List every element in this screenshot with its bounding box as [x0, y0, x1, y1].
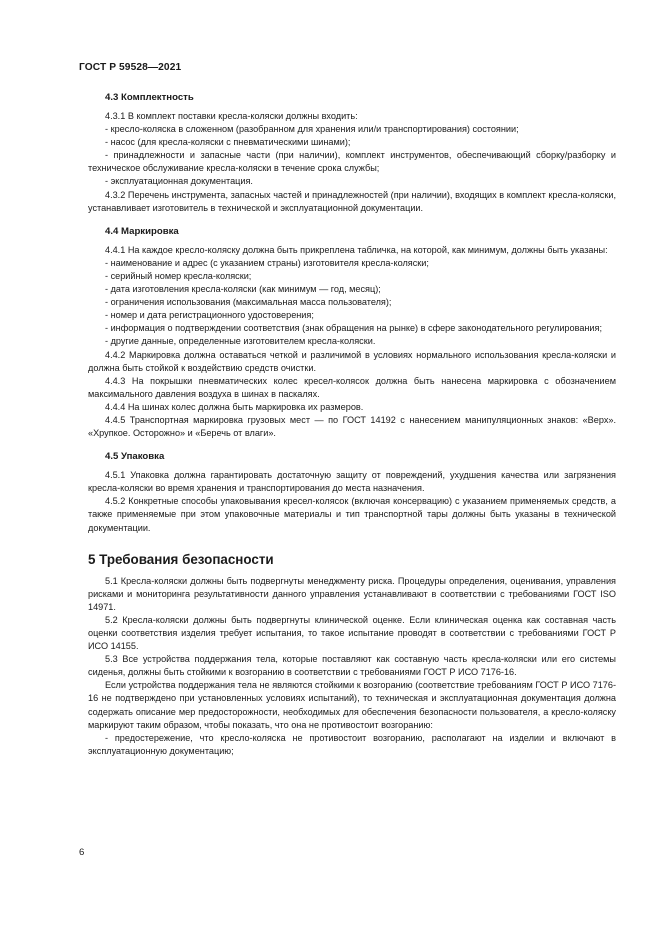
- paragraph: 4.4.2 Маркировка должна оставаться четкой и различимой в условиях нормального использования кресла-коляски и должна быть стойкой к воздействию средств очистки.: [88, 349, 616, 373]
- section-4-3: [88, 91, 616, 215]
- list-item: - другие данные, определенные изготовителем кресла-коляски.: [105, 336, 376, 347]
- paragraph: 4.5.2 Конкретные способы упаковывания кресел-колясок (включая консервацию) с указанием применяемых средств, а также применяемые при этом упаковочные материалы и тип транспортной тары должны быть указаны в технической документации.: [88, 496, 616, 533]
- paragraph: 5.3 Все устройства поддержания тела, которые поставляют как составную часть кресла-коляски или его системы сиденья, должны быть стойкими к возгоранию в соответствии с требованиями ГОСТ Р ИСО 7176-16.: [88, 654, 616, 678]
- list-item: - предостережение, что кресло-коляска не противостоит возгоранию, располагают на изделии и включают в эксплуатационную документацию;: [88, 732, 616, 756]
- list-item: - дата изготовления кресла-коляски (как минимум — год, месяц);: [105, 284, 381, 295]
- paragraph: 5.2 Кресла-коляски должны быть подвергнуты клинической оценке. Если клиническая оценка как составная часть оценки соответствия изделия требует испытания, то такое испытание проводят в соответствии с требованиями ГОСТ Р ИСО 14155.: [88, 614, 616, 652]
- list-item: - номер и дата регистрационного удостоверения;: [105, 310, 314, 321]
- paragraph: 4.4.1 На каждое кресло-коляску должна быть прикреплена табличка, на которой, как минимум, должны быть указаны:: [105, 244, 608, 255]
- paragraph: Если устройства поддержания тела не являются стойкими к возгоранию (соответствие требованиям ГОСТ Р ИСО 7176-16 не подтверждено при установленных условиях испытаний), то техническая и эксплуатационная документация должна содержать описание мер предосторожности, необходимых для обеспечения безопасности пользователя, а кресло-коляску маркируют таким образом, чтобы показать, что она не противостоит возгоранию:: [88, 680, 616, 730]
- paragraph: 4.3.1 В комплект поставки кресла-коляски должны входить:: [105, 111, 358, 121]
- paragraph: 5.1 Кресла-коляски должны быть подвергнуты менеджменту риска. Процедуры определения, оценивания, управления рисками и мониторинга результативности данного управления устанавливают в соответствии с требованиями ГОСТ ISO 14971.: [88, 575, 616, 612]
- section-heading: 4.5 Упаковка: [105, 451, 165, 463]
- section-5: [88, 551, 616, 758]
- paragraph: 4.5.1 Упаковка должна гарантировать достаточную защиту от повреждений, ухудшения качества или загрязнения кресла-коляски во время хранения и транспортирования до места назначения.: [88, 470, 616, 494]
- paragraph: 4.3.2 Перечень инструмента, запасных частей и принадлежностей (при наличии), входящих в комплект кресла-коляски, устанавливает изготовитель в технической и эксплуатационной документации.: [88, 189, 616, 213]
- list-item: - наименование и адрес (с указанием страны) изготовителя кресла-коляски;: [105, 257, 429, 268]
- list-item: - информация о подтверждении соответствия (знак обращения на рынке) в сфере законодательного регулирования;: [105, 323, 603, 334]
- list-item: - ограничения использования (максимальная масса пользователя);: [105, 297, 392, 308]
- page-number: 6: [79, 847, 85, 858]
- paragraph: 4.4.4 На шинах колес должна быть маркировка их размеров.: [105, 401, 364, 412]
- list-item: - серийный номер кресла-коляски;: [105, 270, 252, 281]
- page-content: [88, 91, 616, 758]
- list-item: - эксплуатационная документация.: [105, 176, 253, 187]
- paragraph: 4.4.5 Транспортная маркировка грузовых мест — по ГОСТ 14192 с нанесением манипуляционных знаков: «Верх». «Хрупкое. Осторожно» и «Беречь от влаги».: [88, 414, 616, 439]
- list-item: - насос (для кресла-коляски с пневматическими шинами);: [105, 137, 351, 148]
- chapter-heading: 5 Требования безопасности: [88, 551, 274, 567]
- document-header: ГОСТ Р 59528—2021: [79, 62, 182, 73]
- section-4-5: [88, 450, 616, 534]
- section-4-4: [88, 225, 616, 440]
- list-item: - принадлежности и запасные части (при наличии), комплект инструментов, обеспечивающий сборку/разборку и техническое обслуживание кресла-коляски в течение срока службы;: [88, 150, 616, 174]
- paragraph: 4.4.3 На покрышки пневматических колес кресел-колясок должна быть нанесена маркировка с обозначением максимального давления воздуха в шинах в паскалях.: [88, 375, 616, 399]
- list-item: - кресло-коляска в сложенном (разобранном для хранения или/и транспортирования) состоянии;: [105, 124, 519, 135]
- section-heading: 4.3 Комплектность: [105, 92, 194, 103]
- section-heading: 4.4 Маркировка: [105, 225, 179, 237]
